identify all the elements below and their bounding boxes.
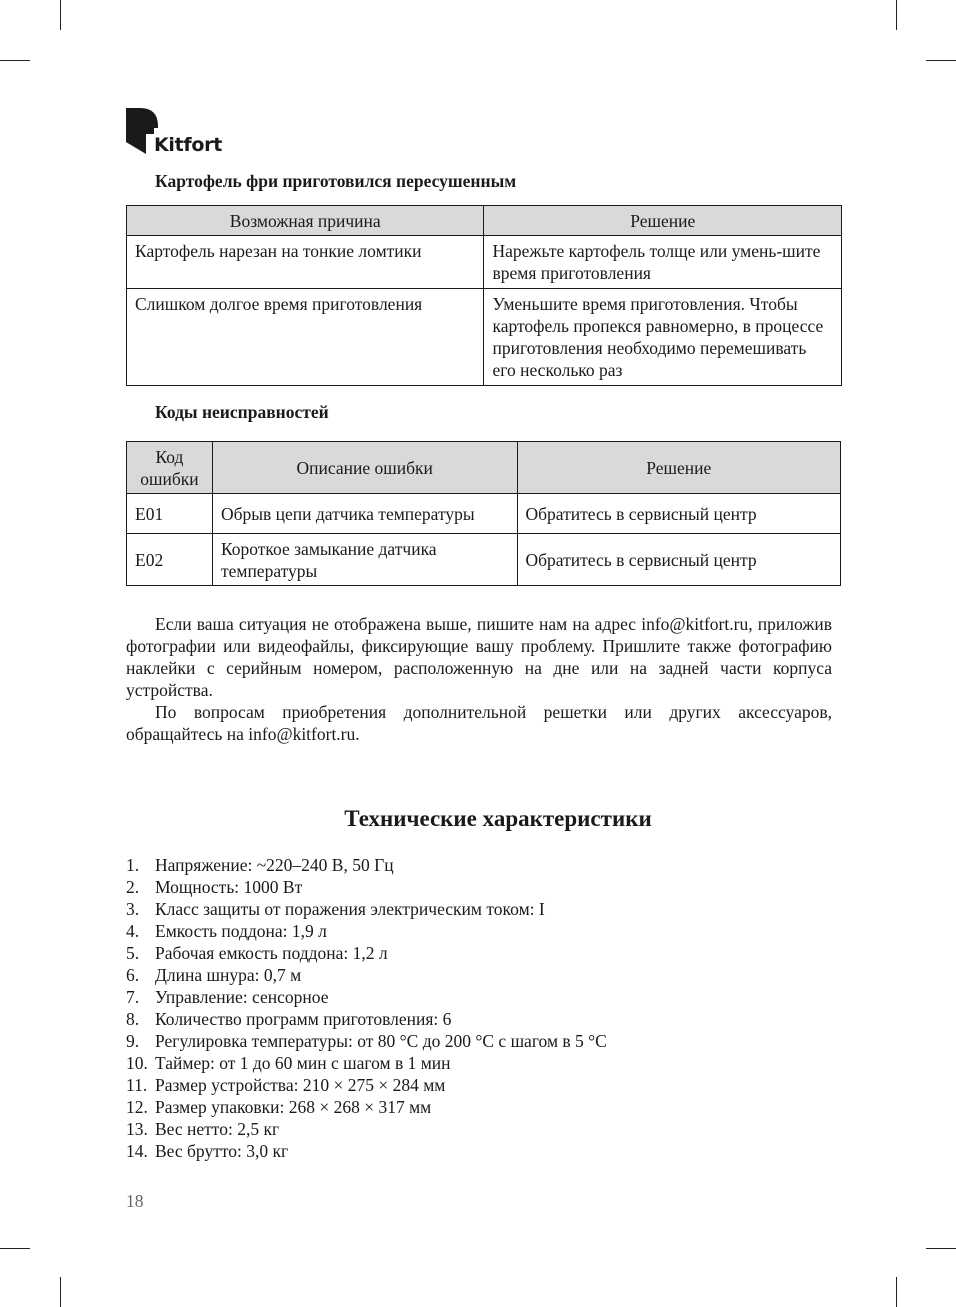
table-row — [127, 289, 842, 386]
list-item: 12. Размер упаковки: 268 × 268 × 317 мм — [126, 1097, 432, 1117]
list-item: 1. Напряжение: ~220–240 В, 50 Гц — [126, 855, 394, 875]
overdried-heading: Картофель фри приготовился пересушенным — [155, 171, 517, 191]
header-solution: Решение — [484, 206, 842, 236]
list-item: 7. Управление: сенсорное — [126, 987, 329, 1007]
error-description: Обрыв цепи датчика температуры — [212, 494, 517, 534]
table-row — [127, 534, 841, 586]
page-number: 18 — [126, 1191, 144, 1211]
list-item: 10. Таймер: от 1 до 60 мин с шагом в 1 мин — [126, 1053, 451, 1073]
table-row — [127, 236, 842, 289]
list-item: 6. Длина шнура: 0,7 м — [126, 965, 302, 985]
errors-heading: Коды неисправностей — [155, 402, 329, 422]
crop-mark-bottom-right-h — [926, 1248, 956, 1249]
list-item: 8. Количество программ приготовления: 6 — [126, 1009, 452, 1029]
accessories-paragraph: По вопросам приобретения дополнительной решетки или других аксессуаров, обращайтесь на info@kitfort.ru. — [126, 702, 832, 744]
crop-mark-top-right — [896, 0, 897, 30]
cause-cell: Слишком долгое время приготовления — [127, 289, 484, 386]
list-item: 11. Размер устройства: 210 × 275 × 284 мм — [126, 1075, 446, 1095]
error-code: E02 — [127, 534, 213, 586]
header-description: Описание ошибки — [212, 442, 517, 494]
crop-mark-top-right-h — [926, 60, 956, 61]
header-solution: Решение — [517, 442, 841, 494]
crop-mark-top-left — [60, 0, 61, 30]
solution-cell: Уменьшите время приготовления. Чтобы картофель пропекся равномерно, в процессе приготовления необходимо перемешивать его несколько раз — [484, 289, 842, 386]
list-item: 9. Регулировка температуры: от 80 °С до 200 °С с шагом в 5 °С — [126, 1031, 607, 1051]
kitfort-logo — [124, 106, 244, 158]
header-cause: Возможная причина — [127, 206, 484, 236]
overdried-table — [126, 205, 842, 386]
cause-cell: Картофель нарезан на тонкие ломтики — [127, 236, 484, 289]
crop-mark-bottom-left — [60, 1277, 61, 1307]
list-item: 13. Вес нетто: 2,5 кг — [126, 1119, 280, 1139]
solution-cell: Нарежьте картофель толще или умень-шите время приготовления — [484, 236, 842, 289]
crop-mark-bottom-left-h — [0, 1248, 30, 1249]
error-description: Короткое замыкание датчика температуры — [212, 534, 517, 586]
error-solution: Обратитесь в сервисный центр — [517, 494, 841, 534]
error-solution: Обратитесь в сервисный центр — [517, 534, 841, 586]
specs-title: Технические характеристики — [344, 806, 652, 831]
error-code: E01 — [127, 494, 213, 534]
specs-list — [126, 854, 776, 1162]
contact-paragraph: Если ваша ситуация не отображена выше, пишите нам на адрес info@kitfort.ru, приложив фотографии или видеофайлы, фиксирующие вашу проблему. Пришлите также фотографию наклейки с серийным номером, расположенную на дне или на задней части корпуса устройства. — [126, 614, 832, 700]
list-item: 3. Класс защиты от поражения электрическим током: I — [126, 899, 545, 919]
header-code: Код ошибки — [127, 442, 213, 494]
crop-mark-bottom-right — [896, 1277, 897, 1307]
table-row — [127, 494, 841, 534]
crop-mark-top-left-h — [0, 60, 30, 61]
list-item: 5. Рабочая емкость поддона: 1,2 л — [126, 943, 388, 963]
list-item: 2. Мощность: 1000 Вт — [126, 877, 303, 897]
errors-table — [126, 441, 841, 586]
list-item: 4. Емкость поддона: 1,9 л — [126, 921, 327, 941]
brand-name: Kitfort — [154, 134, 222, 156]
list-item: 14. Вес брутто: 3,0 кг — [126, 1141, 289, 1161]
